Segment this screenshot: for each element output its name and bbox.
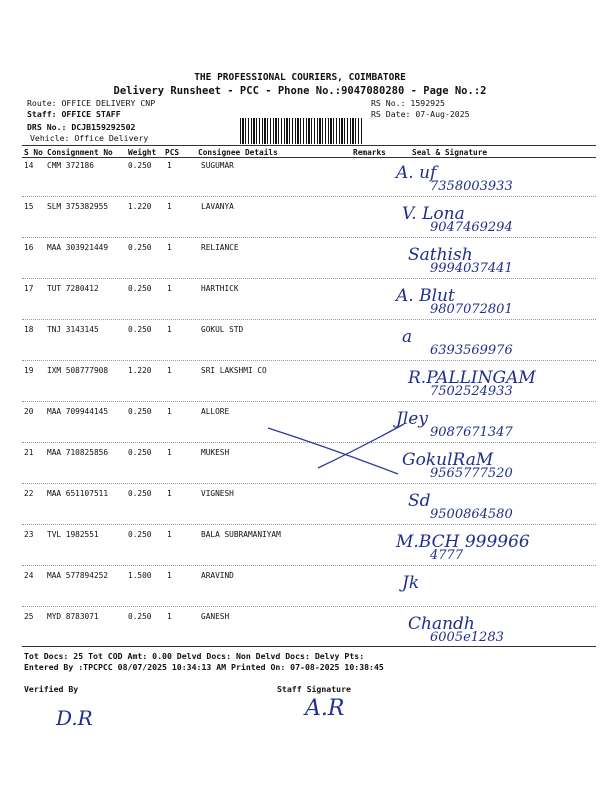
row-pcs: 1 <box>167 612 172 621</box>
row-sno: 20 <box>24 407 34 416</box>
row-signature: R.PALLINGAM <box>408 368 536 388</box>
row-signature-phone: 9500864580 <box>430 507 513 522</box>
verified-by-label: Verified By <box>24 684 79 694</box>
row-weight: 0.250 <box>128 489 152 498</box>
footer-rule <box>22 646 596 647</box>
row-signature-phone: 6005e1283 <box>430 630 504 645</box>
row-sno: 19 <box>24 366 34 375</box>
rs-date: RS Date: 07-Aug-2025 <box>371 109 470 119</box>
row-weight: 0.250 <box>128 243 152 252</box>
staff-signature-label: Staff Signature <box>277 684 351 694</box>
row-signature: A. Blut <box>396 286 455 306</box>
row-signature: Sd <box>408 491 431 511</box>
pen-stroke-up <box>318 424 404 468</box>
row-consignee: GANESH <box>201 612 230 621</box>
col-seal-signature: Seal & Signature <box>412 148 488 157</box>
row-sno: 16 <box>24 243 34 252</box>
row-consignee: SUGUMAR <box>201 161 234 170</box>
row-consignment: IXM 508777908 <box>47 366 109 375</box>
row-consignee: LAVANYA <box>201 202 234 211</box>
row-consignment: TNJ 3143145 <box>47 325 99 334</box>
row-consignment: SLM 375382955 <box>47 202 109 211</box>
staff-signature: A.R <box>305 696 345 721</box>
row-weight: 1.220 <box>128 202 152 211</box>
row-pcs: 1 <box>167 243 172 252</box>
row-consignment: TVL 1982551 <box>47 530 99 539</box>
route-text: Route: OFFICE DELIVERY CNP <box>27 98 156 108</box>
row-consignee: GOKUL STD <box>201 325 244 334</box>
row-signature-phone: 9087671347 <box>430 425 513 440</box>
row-signature-phone: 9994037441 <box>430 261 513 276</box>
row-sno: 25 <box>24 612 34 621</box>
row-sno: 24 <box>24 571 34 580</box>
row-sno: 21 <box>24 448 34 457</box>
row-pcs: 1 <box>167 530 172 539</box>
pen-stroke-down <box>268 428 398 474</box>
row-signature: a <box>402 327 413 347</box>
row-signature: Sathish <box>408 245 473 265</box>
row-consignment: MAA 651107511 <box>47 489 109 498</box>
row-pcs: 1 <box>167 325 172 334</box>
row-sno: 17 <box>24 284 34 293</box>
verified-signature: D.R <box>56 706 93 730</box>
row-pcs: 1 <box>167 489 172 498</box>
row-weight: 0.250 <box>128 325 152 334</box>
row-consignee: HARTHICK <box>201 284 239 293</box>
runsheet-title: Delivery Runsheet - PCC - Phone No.:9047080280 - Page No.:2 <box>113 85 487 97</box>
row-pcs: 1 <box>167 571 172 580</box>
company-title: THE PROFESSIONAL COURIERS, COIMBATORE <box>194 72 406 83</box>
row-signature: Chandh <box>408 614 475 634</box>
row-signature: A. uf <box>396 163 437 183</box>
staff-text: Staff: OFFICE STAFF <box>27 109 121 119</box>
row-weight: 1.500 <box>128 571 152 580</box>
row-pcs: 1 <box>167 407 172 416</box>
row-consignment: MAA 303921449 <box>47 243 109 252</box>
row-signature-phone: 9565777520 <box>430 466 513 481</box>
row-consignee: ARAVIND <box>201 571 234 580</box>
row-signature-phone: 7358003933 <box>430 179 513 194</box>
row-sno: 22 <box>24 489 34 498</box>
col-sno: S No <box>24 148 43 157</box>
row-signature: M.BCH 999966 <box>396 532 530 552</box>
row-consignment: MAA 577894252 <box>47 571 109 580</box>
col-remarks: Remarks <box>353 148 386 157</box>
row-weight: 0.250 <box>128 612 152 621</box>
row-sno: 18 <box>24 325 34 334</box>
row-weight: 0.250 <box>128 284 152 293</box>
rs-number: RS No.: 1592925 <box>371 98 445 108</box>
row-signature-phone: 9047469294 <box>430 220 513 235</box>
row-consignee: ALLORE <box>201 407 230 416</box>
row-consignment: MAA 709944145 <box>47 407 109 416</box>
row-sno: 14 <box>24 161 34 170</box>
entered-by-line: Entered By :TPCPCC 08/07/2025 10:34:13 AM Printed On: 07-08-2025 10:38:45 <box>24 662 384 672</box>
row-pcs: 1 <box>167 448 172 457</box>
row-weight: 0.250 <box>128 530 152 539</box>
col-weight: Weight <box>128 148 157 157</box>
col-consignment: Consignment No <box>47 148 113 157</box>
row-signature-phone: 4777 <box>430 548 464 563</box>
row-pcs: 1 <box>167 284 172 293</box>
row-consignee: MUKESH <box>201 448 230 457</box>
row-consignment: CMM 372186 <box>47 161 94 170</box>
col-consignee: Consignee Details <box>198 148 278 157</box>
row-signature: Jley <box>396 409 428 429</box>
row-consignment: MYD 8783071 <box>47 612 99 621</box>
row-consignee: BALA SUBRAMANIYAM <box>201 530 281 539</box>
col-pcs: PCS <box>165 148 180 157</box>
row-consignment: MAA 710825856 <box>47 448 109 457</box>
row-weight: 1.220 <box>128 366 152 375</box>
row-pcs: 1 <box>167 366 172 375</box>
row-pcs: 1 <box>167 202 172 211</box>
row-consignee: RELIANCE <box>201 243 239 252</box>
row-consignee: VIGNESH <box>201 489 234 498</box>
row-pcs: 1 <box>167 161 172 170</box>
row-signature: Jk <box>402 573 420 593</box>
row-signature-phone: 7502524933 <box>430 384 513 399</box>
row-weight: 0.250 <box>128 407 152 416</box>
vehicle-text: Vehicle: Office Delivery <box>30 133 149 143</box>
row-sno: 15 <box>24 202 34 211</box>
row-consignee: SRI LAKSHMI CO <box>201 366 267 375</box>
row-signature: V. Lona <box>402 204 465 224</box>
row-consignment: TUT 7280412 <box>47 284 99 293</box>
row-weight: 0.250 <box>128 448 152 457</box>
row-signature: GokulRaM <box>402 450 494 470</box>
row-signature-phone: 9807072801 <box>430 302 513 317</box>
drs-number: DRS No.: DCJB159292502 <box>27 122 136 132</box>
row-weight: 0.250 <box>128 161 152 170</box>
row-signature-phone: 6393569976 <box>430 343 513 358</box>
totals-line: Tot Docs: 25 Tot COD Amt: 0.00 Delvd Docs: Non Delvd Docs: Delvy Pts: <box>24 651 365 661</box>
row-sno: 23 <box>24 530 34 539</box>
